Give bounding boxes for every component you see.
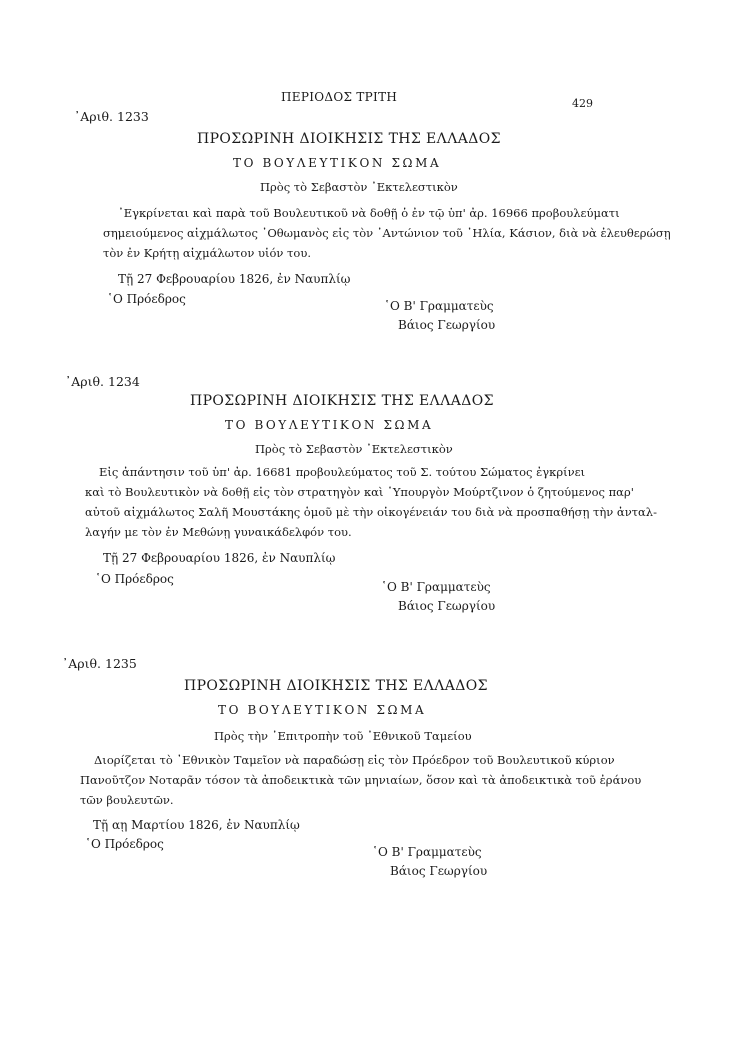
president-signature: ῾Ο Πρόεδρος — [107, 292, 186, 306]
document-address: Πρὸς τὸ Σεβαστὸν ᾿Εκτελεστικὸν — [260, 180, 458, 194]
body-line: τὸν ἐν Κρήτῃ αἰχμάλωτον υἱόν του. — [103, 246, 311, 260]
body-line: ᾿Εγκρίνεται καὶ παρὰ τοῦ Βουλευτικοῦ νὰ δοθῇ ὁ ἐν τῷ ὑπ' ἀρ. 16966 προβουλεύματι — [118, 206, 620, 220]
document-subtitle: ΤΟ ΒΟΥΛΕΥΤΙΚΟΝ ΣΩΜΑ — [225, 418, 434, 432]
document-title: ΠΡΟΣΩΡΙΝΗ ΔΙΟΙΚΗΣΙΣ ΤΗΣ ΕΛΛΑΔΟΣ — [184, 678, 488, 694]
body-line: Πανοῦτζον Νοταρᾶν τόσον τὰ ἀποδεικτικὰ τῶν μηνιαίων, ὅσον καὶ τὰ ἀποδεικτικὰ τοῦ ἐράνου — [80, 773, 642, 787]
body-line: τῶν βουλευτῶν. — [80, 793, 174, 807]
body-line: Διορίζεται τὸ ᾿Εθνικὸν Ταμεῖον νὰ παραδώσῃ εἰς τὸν Πρόεδρον τοῦ Βουλευτικοῦ κύριον — [94, 753, 615, 767]
document-date: Τῇ 27 Φεβρουαρίου 1826, ἐν Ναυπλίῳ — [103, 551, 336, 565]
document-title: ΠΡΟΣΩΡΙΝΗ ΔΙΟΙΚΗΣΙΣ ΤΗΣ ΕΛΛΑΔΟΣ — [197, 131, 501, 147]
secretary-name: Βάιος Γεωργίου — [398, 318, 496, 332]
document-address: Πρὸς τὴν ᾿Επιτροπὴν τοῦ ᾿Εθνικοῦ Ταμείου — [214, 729, 472, 743]
president-signature: ῾Ο Πρόεδρος — [95, 572, 174, 586]
secretary-name: Βάιος Γεωργίου — [390, 864, 488, 878]
secretary-title: ῾Ο Β' Γραμματεὺς — [384, 299, 494, 313]
running-header: ΠΕΡΙΟΔΟΣ ΤΡΙΤΗ — [281, 90, 398, 104]
document-subtitle: ΤΟ ΒΟΥΛΕΥΤΙΚΟΝ ΣΩΜΑ — [218, 703, 427, 717]
body-line: λαγήν με τὸν ἐν Μεθώνῃ γυναικάδελφόν του. — [85, 525, 352, 539]
document-date: Τῇ 27 Φεβρουαρίου 1826, ἐν Ναυπλίῳ — [118, 272, 351, 286]
document-title: ΠΡΟΣΩΡΙΝΗ ΔΙΟΙΚΗΣΙΣ ΤΗΣ ΕΛΛΑΔΟΣ — [190, 393, 494, 409]
document-number: ᾿Αριθ. 1233 — [74, 109, 149, 124]
document-number: ᾿Αριθ. 1234 — [65, 374, 140, 389]
document-address: Πρὸς τὸ Σεβαστὸν ᾿Εκτελεστικὸν — [255, 442, 453, 456]
body-line: αὐτοῦ αἰχμάλωτος Σαλῆ Μουστάκης ὁμοῦ μὲ τὴν οἰκογένειάν του διὰ νὰ προσπαθήσῃ τὴν ἀνταλ- — [85, 505, 657, 519]
document-date: Τῇ αῃ Μαρτίου 1826, ἐν Ναυπλίῳ — [93, 818, 300, 832]
document-number: ᾿Αριθ. 1235 — [62, 656, 137, 671]
body-line: σημειούμενος αἰχμάλωτος ᾿Οθωμανὸς εἰς τὸν ᾿Αντώνιον τοῦ ᾿Ηλία, Κάσιον, διὰ νὰ ἐλευθερώσῃ — [103, 226, 671, 240]
president-signature: ῾Ο Πρόεδρος — [85, 837, 164, 851]
page-number: 429 — [572, 97, 593, 110]
secretary-title: ῾Ο Β' Γραμματεὺς — [381, 580, 491, 594]
body-line: Εἰς ἀπάντησιν τοῦ ὑπ' ἀρ. 16681 προβουλεύματος τοῦ Σ. τούτου Σώματος ἐγκρίνει — [99, 465, 586, 479]
document-subtitle: ΤΟ ΒΟΥΛΕΥΤΙΚΟΝ ΣΩΜΑ — [233, 156, 442, 170]
secretary-name: Βάιος Γεωργίου — [398, 599, 496, 613]
secretary-title: ῾Ο Β' Γραμματεὺς — [372, 845, 482, 859]
body-line: καὶ τὸ Βουλευτικὸν νὰ δοθῇ εἰς τὸν στρατηγὸν καὶ ῾Υπουργὸν Μούρτζινον ὁ ζητούμενος παρ' — [85, 485, 634, 499]
